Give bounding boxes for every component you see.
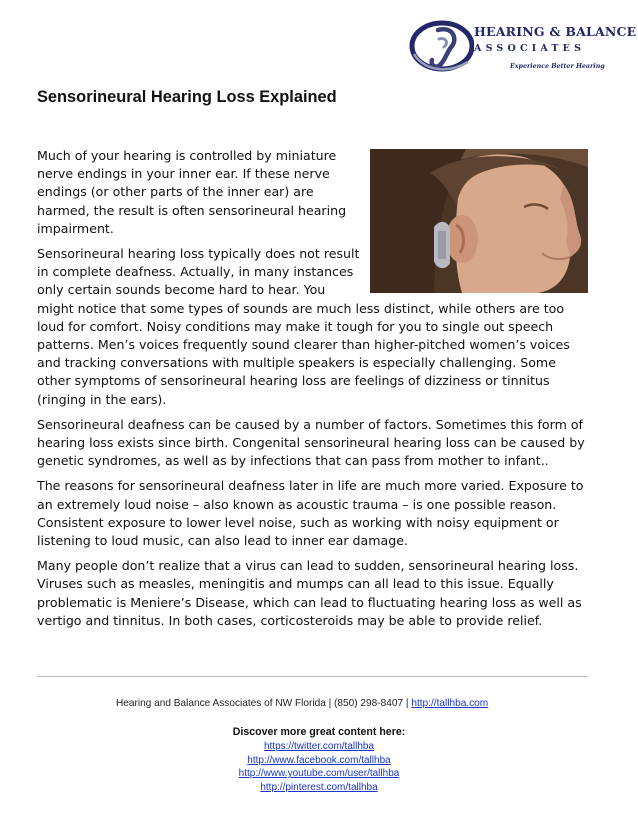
facebook-link[interactable]: http://www.facebook.com/tallhba [247, 754, 391, 766]
logo-line-1: HEARING & BALANCE [474, 24, 637, 39]
contact-text: Hearing and Balance Associates of NW Florida | (850) 298-8407 | [116, 698, 412, 709]
article-body [37, 147, 588, 637]
logo-line-2: ASSOCIATES [474, 43, 586, 54]
company-logo [408, 14, 637, 80]
twitter-link[interactable]: https://twitter.com/tallhba [263, 741, 375, 752]
footer-contact [116, 698, 488, 709]
website-link[interactable]: http://tallhba.com [411, 698, 489, 709]
paragraph-4: The reasons for sensorineural deafness later in life are much more varied. Exposure to an extremely loud noise – also known as acoustic trauma – is one possible reason. Consistent exposure to lower level noise, such as working with noisy equipment or listening to loud music, can also lead to inner ear damage. [37, 478, 584, 549]
paragraph-3: Sensorineural deafness can be caused by a number of factors. Sometimes this form of hearing loss exists since birth. Congenital sensorineural hearing loss can be caused by genetic syndromes, as well as by infections that can pass from mother to infant.. [37, 416, 585, 469]
social-links [0, 740, 638, 794]
logo-tagline: Experience Better Hearing [510, 63, 605, 70]
pinterest-link[interactable]: http://pinterest.com/tallhba [260, 781, 378, 793]
discover-label: Discover more great content here: [232, 726, 406, 738]
paragraph-1: Much of your hearing is controlled by miniature nerve endings in your inner ear. If these nerve endings (or other parts of the inner ear) are harmed, the result is often sensorineural hearing impairment. [37, 148, 347, 236]
footer-divider [37, 676, 588, 677]
ear-swirl-icon [408, 14, 474, 80]
paragraph-2: Sensorineural hearing loss typically does not result in complete deafness. Actually, in many instances only certain sounds become hard to hear. You might notice that some types of sounds are much less distinct, while others are too loud for comfort. Noisy conditions may make it tough for you to single out speech patterns. Men’s voices frequently sound clearer than higher-pitched women’s voices and tracking conversations with multiple speakers is especially challenging. Some other symptoms of sensorineural hearing loss are feelings of dizziness or tinnitus (ringing in the ears). [37, 246, 570, 407]
child-profile-photo [370, 149, 588, 293]
page-title: Sensorineural Hearing Loss Explained [37, 88, 337, 106]
youtube-link[interactable]: http://www.youtube.com/user/tallhba [238, 768, 400, 779]
paragraph-5: Many people don’t realize that a virus can lead to sudden, sensorineural hearing loss. Viruses such as measles, meningitis and mumps can all lead to this issue. Equally problematic is Meniere’s Disease, which can lead to fluctuating hearing loss as well as vertigo and tinnitus. In both cases, corticosteroids may be able to provide relief. [37, 558, 582, 628]
